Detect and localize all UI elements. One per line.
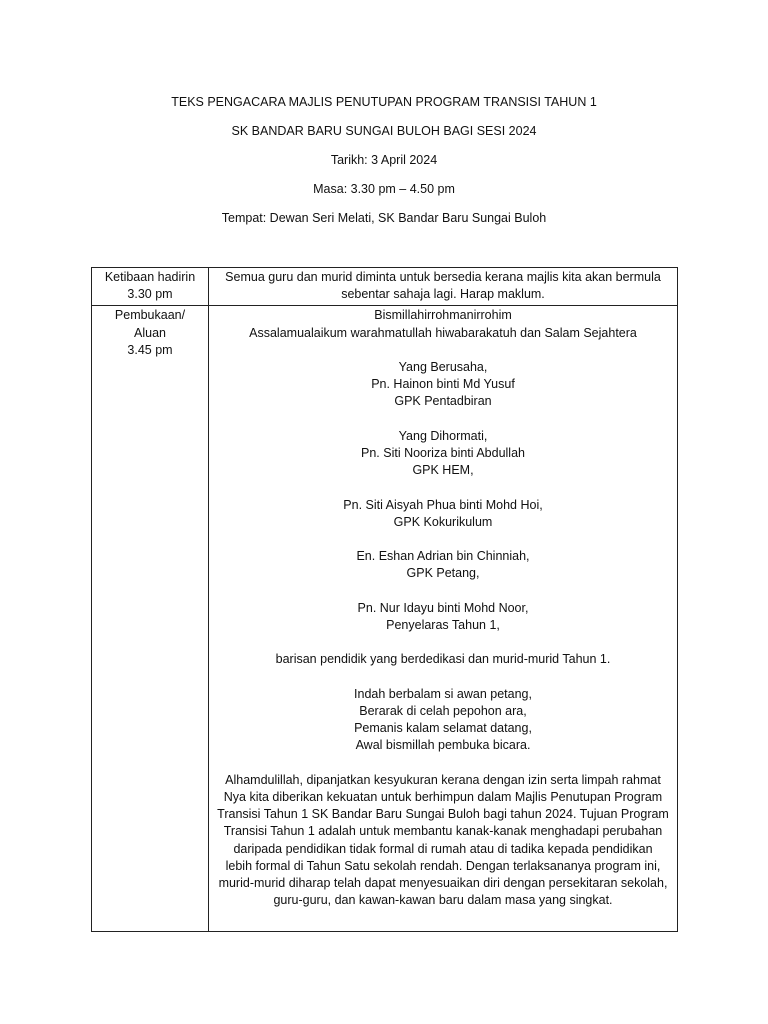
addressee-line: En. Eshan Adrian bin Chinniah, <box>356 549 530 564</box>
session-cell-arrival <box>92 268 209 306</box>
content-cell-arrival <box>209 268 678 306</box>
addressee-line: Penyelaras Tahun 1, <box>386 617 500 632</box>
school-name: SK BANDAR BARU SUNGAI BULOH BAGI SESI 2024 <box>231 124 537 138</box>
session-label: Ketibaan hadirin <box>104 270 196 284</box>
paragraph-line: Transisi Tahun 1 adalah untuk membantu kanak-kanak menghadapi perubahan <box>223 824 663 839</box>
paragraph-line: Alhamdulillah, dipanjatkan kesyukuran kerana dengan izin serta limpah rahmat <box>225 772 661 787</box>
session-time: 3.45 pm <box>127 342 173 357</box>
paragraph-line: lebih formal di Tahun Satu sekolah rendah. Dengan terlaksananya program ini, <box>225 858 661 873</box>
pantun-line: Awal bismillah pembuka bicara. <box>355 738 531 753</box>
addressee-line: Yang Berusaha, <box>398 360 488 374</box>
pantun-line: Berarak di celah pepohon ara, <box>359 703 527 718</box>
document-title: TEKS PENGACARA MAJLIS PENUTUPAN PROGRAM TRANSISI TAHUN 1 <box>171 95 597 109</box>
event-time: Masa: 3.30 pm – 4.50 pm <box>313 182 455 196</box>
greeting-line: Assalamualaikum warahmatullah hiwabarakatuh dan Salam Sejahtera <box>249 325 637 340</box>
document-header <box>0 93 768 238</box>
pantun-line: Indah berbalam si awan petang, <box>354 686 532 701</box>
spacer <box>213 669 673 686</box>
addressee-line: Pn. Nur Idayu binti Mohd Noor, <box>357 600 529 615</box>
spacer <box>213 479 673 496</box>
paragraph-line: murid-murid diharap telah dapat menyesuaikan diri dengan persekitaran sekolah, <box>218 875 668 890</box>
spacer <box>213 583 673 600</box>
paragraph-line: Transisi Tahun 1 SK Bandar Baru Sungai Buloh bagi tahun 2024. Tujuan Program <box>217 807 669 822</box>
spacer <box>213 342 673 359</box>
addressee-line: Pn. Siti Aisyah Phua binti Mohd Hoi, <box>343 497 543 512</box>
paragraph-line: Nya kita diberikan kekuatan untuk berhimpun dalam Majlis Penutupan Program <box>223 789 663 804</box>
addressee-line: Pn. Siti Nooriza binti Abdullah <box>361 446 525 460</box>
program-table <box>91 267 678 932</box>
table-row-arrival <box>92 268 678 306</box>
content-cell-opening <box>209 306 678 932</box>
pantun-line: Pemanis kalam selamat datang, <box>354 721 532 736</box>
event-date: Tarikh: 3 April 2024 <box>330 153 438 167</box>
table-row-opening <box>92 306 678 932</box>
session-cell-opening <box>92 306 209 932</box>
session-time: 3.30 pm <box>127 287 173 302</box>
addressee-line: GPK Kokurikulum <box>393 514 493 529</box>
addressee-line: Pn. Hainon binti Md Yusuf <box>371 377 515 392</box>
spacer <box>213 634 673 651</box>
addressee-line: GPK HEM, <box>412 463 474 478</box>
session-label: Pembukaan/ <box>114 308 186 323</box>
addressee-line: GPK Pentadbiran <box>394 394 492 409</box>
session-label: Aluan <box>134 325 166 340</box>
addressee-line: Yang Dihormati, <box>398 428 488 443</box>
addressee-line: GPK Petang, <box>406 566 480 581</box>
event-venue: Tempat: Dewan Seri Melati, SK Bandar Baru Sungai Buloh <box>221 211 547 225</box>
addressee-line: barisan pendidik yang berdedikasi dan murid-murid Tahun 1. <box>275 652 611 667</box>
content-line: sebentar sahaja lagi. Harap maklum. <box>341 287 545 302</box>
content-line: Semua guru dan murid diminta untuk bersedia kerana majlis kita akan bermula <box>225 270 661 284</box>
spacer <box>213 755 673 772</box>
spacer <box>213 531 673 548</box>
paragraph-line: guru-guru, dan kawan-kawan baru dalam masa yang singkat. <box>273 893 613 908</box>
paragraph-line: daripada pendidikan tidak formal di rumah atau di tadika kepada pendidikan <box>233 841 653 856</box>
spacer <box>213 411 673 428</box>
greeting-line: Bismillahirrohmanirrohim <box>374 308 512 323</box>
